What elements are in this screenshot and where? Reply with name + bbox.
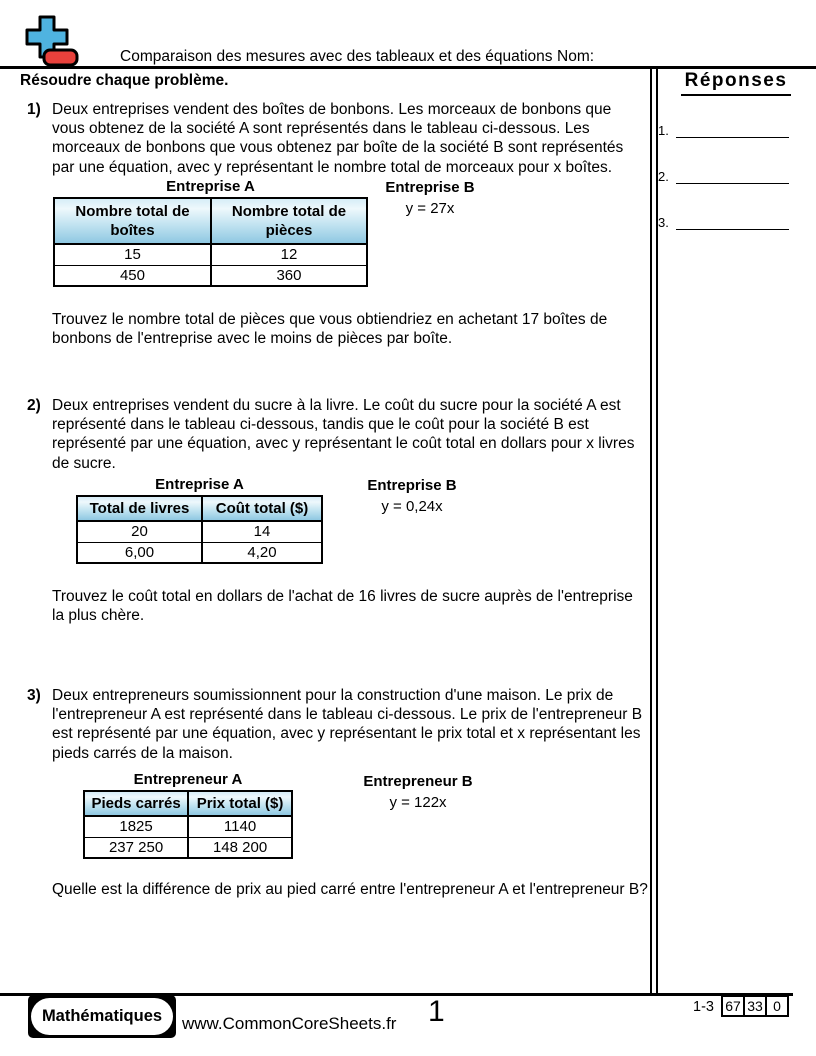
table-cell: 450 [54, 265, 211, 286]
company-a-table [53, 197, 368, 287]
table-cell: 15 [54, 244, 211, 265]
problem-number: 3) [27, 687, 41, 704]
company-b-block [318, 773, 518, 811]
score-box: 33 [743, 995, 767, 1017]
answer-item-1 [658, 122, 789, 138]
website-link[interactable]: www.CommonCoreSheets.fr [182, 1014, 397, 1033]
problem-number: 1) [27, 101, 41, 118]
problem-text: Deux entreprises vendent des boîtes de bonbons. Les morceaux de bonbons que vous obtenez de la société A sont représentés dans le tableau ci-dessous. Les morceaux de bonbons que vous obtenez par boîte de la société B sont représentés par une équation, avec y représentant le nombre total de morceaux pour x boîtes. [52, 101, 624, 176]
table-cell: 20 [77, 521, 202, 542]
company-b-equation: y = 0,24x [381, 498, 443, 515]
company-a-title: Entreprise A [166, 178, 255, 195]
table-row [77, 521, 322, 542]
table-cell: 1140 [188, 816, 292, 837]
table-row [84, 816, 292, 837]
answer-number: 1. [658, 123, 669, 138]
answer-blank-2[interactable] [676, 168, 789, 184]
table-cell: 12 [211, 244, 367, 265]
table-row [54, 265, 367, 286]
table-row [54, 244, 367, 265]
worksheet-title: Comparaison des mesures avec des tableaux et des équations [120, 48, 553, 65]
problem-question: Trouvez le coût total en dollars de l'achat de 16 livres de sucre auprès de l'entreprise la plus chère. [52, 588, 633, 625]
table-cell: 14 [202, 521, 322, 542]
problem-question: Trouvez le nombre total de pièces que vous obtiendriez en achetant 17 boîtes de bonbons de l'entreprise avec le moins de pièces par boîte. [52, 311, 608, 348]
company-a-title: Entreprise A [155, 476, 244, 493]
answer-number: 3. [658, 215, 669, 230]
page-number: 1 [428, 995, 445, 1028]
problem-1 [20, 100, 656, 348]
score-box: 67 [721, 995, 745, 1017]
company-b-block [330, 179, 530, 217]
table-header-cell: Pieds carrés [84, 791, 188, 816]
instructions-heading: Résoudre chaque problème. [20, 72, 229, 89]
problem-text: Deux entrepreneurs soumissionnent pour la construction d'une maison. Le prix de l'entrepreneur A est représenté dans le tableau ci-dessous. Le prix de l'entrepreneur B est représenté par une équation, avec y représentant le prix total et x représentant les pieds carrés de la maison. [52, 687, 643, 762]
answer-item-2 [658, 168, 789, 184]
score-box: 0 [765, 995, 789, 1017]
table-cell: 6,00 [77, 542, 202, 563]
table-header-cell: Nombre total de boîtes [54, 198, 211, 244]
answer-blank-3[interactable] [676, 214, 789, 230]
name-label: Nom: [557, 48, 595, 65]
table-cell: 148 200 [188, 837, 292, 858]
table-cell: 360 [211, 265, 367, 286]
company-a-block [83, 771, 293, 859]
answer-item-3 [658, 214, 789, 230]
company-a-block [53, 178, 368, 287]
table-cell: 1825 [84, 816, 188, 837]
table-row [77, 542, 322, 563]
company-a-table [76, 495, 323, 564]
company-b-block [312, 477, 512, 515]
table-header-cell: Nombre total de pièces [211, 198, 367, 244]
table-cell: 4,20 [202, 542, 322, 563]
problem-question: Quelle est la différence de prix au pied carré entre l'entrepreneur A et l'entrepreneur B? [52, 881, 648, 898]
problem-text: Deux entreprises vendent du sucre à la livre. Le coût du sucre pour la société A est représenté dans le tableau ci-dessous, tandis que le coût pour la société B est représenté par une équation, avec y représentant le coût total en dollars pour x livres de sucre. [52, 397, 635, 472]
problem-range: 1-3 [693, 999, 714, 1015]
company-a-table [83, 790, 293, 859]
company-b-title: Entreprise B [385, 179, 475, 196]
brand-badge [28, 995, 176, 1038]
company-b-equation: y = 122x [389, 794, 447, 811]
problem-number: 2) [27, 397, 41, 414]
company-b-title: Entreprise B [367, 477, 457, 494]
company-b-equation: y = 27x [405, 200, 455, 217]
table-row [84, 837, 292, 858]
answers-title: Réponses [681, 70, 792, 96]
plus-minus-logo-icon [16, 14, 82, 68]
company-b-title: Entrepreneur B [363, 773, 473, 790]
problem-3 [20, 686, 656, 898]
company-a-block [76, 476, 323, 564]
company-a-title: Entrepreneur A [133, 771, 243, 788]
table-header-cell: Total de livres [77, 496, 202, 521]
answers-panel-header [660, 70, 812, 96]
table-header-cell: Prix total ($) [188, 791, 292, 816]
answer-blank-1[interactable] [676, 122, 789, 138]
table-cell: 237 250 [84, 837, 188, 858]
sidebar-divider [650, 68, 658, 995]
problem-2 [20, 396, 656, 625]
header-rule [0, 66, 816, 69]
answer-number: 2. [658, 169, 669, 184]
brand-label: Mathématiques [31, 998, 173, 1035]
table-header-cell: Coût total ($) [202, 496, 322, 521]
score-boxes [721, 995, 789, 1017]
